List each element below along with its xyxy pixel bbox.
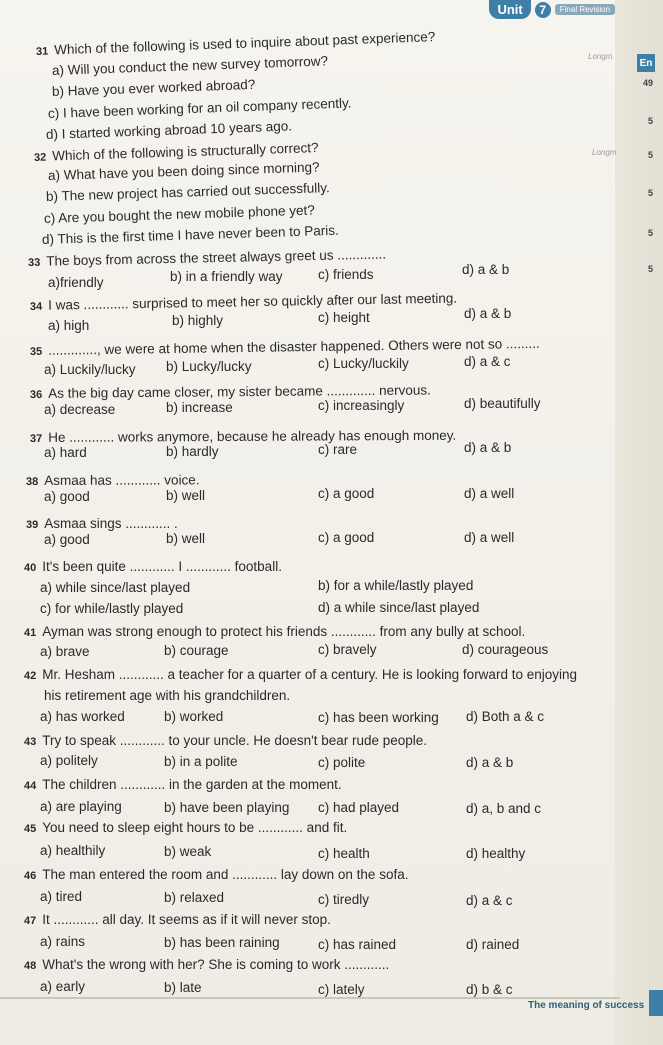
question-text: ............., we were at home when the disaster happened. Others were not so .........: [48, 335, 540, 358]
answer-option[interactable]: d) a well: [464, 486, 515, 501]
next-page-edge: [615, 0, 663, 1045]
question-text: The boys from across the street always greet us .............: [46, 246, 387, 269]
footer-motto: The meaning of success: [528, 1000, 645, 1011]
answer-option[interactable]: b) hardly: [166, 444, 219, 459]
answer-option[interactable]: d) a while since/last played: [318, 600, 480, 615]
answer-option[interactable]: a) tired: [40, 889, 83, 904]
longman-watermark: Longm: [592, 148, 617, 157]
answer-option[interactable]: a) What have you been doing since morning?: [47, 159, 320, 183]
answer-option[interactable]: c) friends: [318, 267, 374, 282]
answer-option[interactable]: c) a good: [318, 530, 375, 545]
unit-label: Unit: [489, 0, 530, 19]
answer-option[interactable]: b) have been playing: [164, 800, 290, 815]
answer-option[interactable]: d) I started working abroad 10 years ago.: [45, 118, 293, 142]
question-number: 37: [29, 432, 43, 445]
answer-option[interactable]: c) has been working: [318, 710, 439, 725]
answer-option[interactable]: b) well: [166, 488, 206, 503]
answer-option[interactable]: d) a & c: [464, 354, 511, 369]
question-text: What's the wrong with her? She is coming to work ............: [42, 957, 390, 972]
answer-option[interactable]: b) well: [166, 531, 206, 546]
answer-option[interactable]: b) has been raining: [164, 935, 280, 950]
question-number: 35: [29, 345, 43, 358]
question-text: You need to sleep eight hours to be ............ and fit.: [42, 820, 348, 835]
answer-option[interactable]: b) for a while/lastly played: [318, 578, 474, 593]
question-stem: [24, 667, 639, 684]
question-number: 32: [33, 151, 47, 164]
answer-option[interactable]: a) good: [44, 489, 90, 504]
footer-tab: [649, 990, 663, 1016]
side-number: 5: [647, 116, 653, 126]
answer-option[interactable]: b) in a friendly way: [170, 269, 283, 284]
question-text: Which of the following is structurally correct?: [51, 140, 319, 164]
answer-option[interactable]: c) lately: [318, 982, 365, 997]
answer-option[interactable]: c) for while/lastly played: [40, 601, 184, 616]
answer-option[interactable]: c) increasingly: [318, 398, 405, 413]
answer-option[interactable]: d) courageous: [462, 642, 549, 657]
final-revision-label: Final Revision: [555, 4, 615, 15]
answer-option[interactable]: c) rare: [318, 442, 358, 457]
question-stem: [24, 820, 639, 837]
answer-option[interactable]: c) tiredly: [318, 892, 370, 907]
answer-option[interactable]: a) high: [48, 318, 90, 333]
answer-option[interactable]: c) had played: [318, 800, 400, 815]
question-number: 38: [25, 475, 39, 488]
answer-option[interactable]: c) Lucky/luckily: [318, 356, 409, 371]
question-text: He ............ works anymore, because he already has enough money.: [48, 427, 457, 445]
question-number: 42: [24, 670, 37, 682]
question-text: It's been quite ............ I ............ football.: [42, 559, 282, 574]
answer-option[interactable]: d) rained: [466, 937, 520, 952]
question-stem: [24, 777, 639, 794]
answer-option[interactable]: b) Have you ever worked abroad?: [51, 76, 256, 99]
answer-option[interactable]: d) a & b: [464, 306, 512, 321]
answer-option[interactable]: c) health: [318, 846, 370, 861]
answer-option[interactable]: a) hard: [44, 445, 87, 460]
question-stem: [24, 559, 639, 576]
question-number: 40: [24, 562, 37, 574]
question-number: 33: [27, 256, 41, 269]
question-text: Ayman was strong enough to protect his friends ............ from any bully at school.: [42, 624, 526, 639]
answer-option[interactable]: d) a, b and c: [466, 801, 542, 816]
answer-option[interactable]: b) courage: [164, 643, 229, 658]
question-text: The children ............ in the garden at the moment.: [42, 777, 342, 792]
answer-option[interactable]: b) in a polite: [164, 754, 238, 769]
question-number: 39: [26, 519, 39, 531]
question-text: As the big day came closer, my sister became ............. nervous.: [48, 382, 431, 401]
question-number: 41: [24, 627, 37, 639]
answer-option[interactable]: a)friendly: [48, 275, 104, 290]
answer-option[interactable]: b) late: [164, 980, 202, 995]
answer-option[interactable]: b) weak: [164, 844, 212, 859]
answer-option[interactable]: d) This is the first time I have never been to Paris.: [41, 222, 339, 247]
question-text: It ............ all day. It seems as if it will never stop.: [42, 912, 331, 927]
answer-option[interactable]: d) a well: [464, 530, 515, 545]
question-stem: [24, 912, 639, 929]
question-stem: [24, 733, 639, 750]
unit-number: 7: [535, 2, 551, 18]
answer-option[interactable]: a) rains: [40, 934, 86, 949]
question-text-continued: his retirement age with his grandchildren.: [44, 688, 291, 703]
answer-option[interactable]: c) polite: [318, 755, 366, 770]
answer-option[interactable]: a) brave: [40, 644, 90, 659]
answer-option[interactable]: b) highly: [172, 313, 224, 328]
question-stem: [36, 22, 651, 60]
footer-divider: [0, 997, 620, 999]
answer-option[interactable]: d) healthy: [466, 846, 526, 861]
answer-option[interactable]: d) Both a & c: [466, 709, 545, 724]
answer-option[interactable]: d) beautifully: [464, 396, 541, 411]
side-number: 5: [647, 188, 653, 198]
answer-option[interactable]: a) are playing: [40, 799, 122, 814]
question-text: Asmaa sings ............ .: [44, 516, 178, 531]
answer-option[interactable]: a) decrease: [44, 402, 116, 417]
question-number: 43: [24, 736, 37, 748]
question-text: Asmaa has ............ voice.: [44, 472, 200, 488]
answer-option[interactable]: c) Are you bought the new mobile phone yet?: [43, 202, 316, 226]
question-number: 47: [24, 915, 37, 927]
answer-option[interactable]: d) a & b: [464, 440, 512, 455]
answer-option[interactable]: b) Lucky/lucky: [166, 359, 252, 374]
answer-option[interactable]: c) a good: [318, 486, 375, 501]
answer-option[interactable]: a) Luckily/lucky: [44, 362, 136, 377]
side-number: 49: [642, 78, 653, 88]
question-text: Mr. Hesham ............ a teacher for a quarter of a century. He is looking forward to enjoying: [42, 667, 577, 682]
question-text: I was ............ surprised to meet her so quickly after our last meeting.: [48, 290, 458, 313]
answer-option[interactable]: a) while since/last played: [40, 580, 191, 595]
answer-option[interactable]: d) a & b: [466, 755, 514, 770]
answer-option[interactable]: b) increase: [166, 400, 233, 415]
question-text: Try to speak ............ to your uncle. He doesn't bear rude people.: [42, 733, 428, 748]
question-number: 48: [24, 960, 37, 972]
answer-option[interactable]: c) has rained: [318, 937, 397, 952]
question-stem: [24, 867, 639, 884]
answer-option[interactable]: a) good: [44, 532, 90, 547]
answer-option[interactable]: a) Will you conduct the new survey tomorrow?: [51, 53, 329, 78]
answer-option[interactable]: b) relaxed: [164, 890, 225, 905]
question-number: 36: [29, 388, 43, 401]
question-number: 45: [24, 823, 37, 835]
question-text: Which of the following is used to inquire about past experience?: [53, 29, 436, 58]
question-number: 31: [35, 45, 49, 58]
question-number: 34: [29, 300, 43, 313]
answer-option[interactable]: b) The new project has carried out successfully.: [45, 180, 330, 204]
answer-option[interactable]: a) early: [40, 979, 86, 994]
side-number: 5: [647, 228, 653, 238]
question-stem: [24, 624, 639, 641]
unit-header: [489, 0, 615, 19]
answer-option[interactable]: c) I have been working for an oil company recently.: [47, 95, 352, 121]
answer-option[interactable]: b) worked: [164, 709, 224, 724]
side-tag: En: [637, 54, 655, 72]
longman-watermark: Longm: [588, 52, 613, 61]
answer-option[interactable]: c) height: [318, 310, 370, 325]
side-number: 5: [647, 264, 653, 274]
question-number: 46: [24, 870, 37, 882]
answer-option[interactable]: c) bravely: [318, 642, 377, 657]
question-number: 44: [24, 780, 37, 792]
question-text: The man entered the room and ............ lay down on the sofa.: [42, 867, 409, 882]
answer-option[interactable]: a) healthily: [40, 843, 106, 858]
question-stem: [24, 957, 639, 974]
answer-option[interactable]: d) a & c: [466, 893, 513, 908]
answer-option[interactable]: d) b & c: [466, 982, 513, 997]
answer-option[interactable]: a) politely: [40, 753, 98, 768]
side-number: 5: [647, 150, 653, 160]
answer-option[interactable]: a) has worked: [40, 709, 125, 724]
answer-option[interactable]: d) a & b: [462, 262, 510, 277]
